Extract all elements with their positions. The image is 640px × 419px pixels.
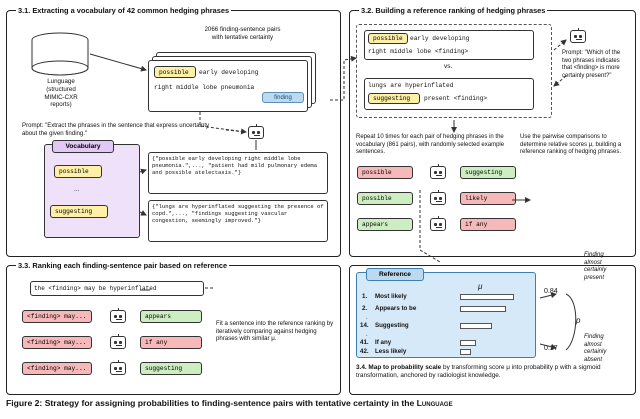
pair-3-right	[460, 218, 516, 231]
p-symbol: p	[576, 316, 581, 325]
llm-robot-icon-4	[430, 192, 446, 205]
figure-caption	[6, 398, 634, 408]
right-item-1-label: appears	[145, 313, 171, 320]
llm-robot-icon-6	[110, 310, 126, 323]
side-note-top-line-4: present	[584, 274, 605, 281]
llm-robot-icon-8	[110, 362, 126, 375]
ref-row-3-bar	[460, 323, 492, 329]
side-note-bottom-line-3: certainly	[584, 349, 607, 355]
vocab-ellipsis: ...	[74, 186, 80, 193]
sentence-line-1-rest: early developing	[199, 69, 259, 76]
left-item-3	[22, 362, 92, 375]
pair-2-right	[460, 192, 516, 205]
phrase-b-line-2-rest: present <finding>	[424, 95, 488, 102]
panel-3-1-prompt: Prompt: "Extract the phrases in the sentence that express uncertainty about the given finding."	[22, 122, 210, 137]
vocab-item-suggesting	[50, 205, 108, 218]
stack-caption	[160, 26, 325, 42]
side-note-top-line-2: almost	[584, 259, 602, 266]
phrase-a-chip-possible	[368, 33, 408, 44]
phrase-b-chip-suggesting	[368, 93, 420, 104]
vocab-item-possible	[54, 165, 102, 178]
example-set-1-text: {"possible early developing right middle lobe pneumonia.",..., "patient had mild pulmonary edema and possible atelectasis."}	[152, 155, 318, 176]
phrase-a-chip-label: possible	[373, 35, 403, 42]
side-note-top	[584, 252, 636, 282]
ref-row-5-label: Less likely	[375, 348, 407, 355]
database-label	[24, 78, 98, 109]
vocabulary-title-label: Vocabulary	[65, 143, 101, 150]
stack-caption-line-2: with tentative certainty	[211, 33, 274, 41]
ref-row-1-rank: 1.	[362, 293, 368, 300]
hedge-chip-possible-label: possible	[159, 68, 189, 76]
sentence-line-2: right middle lobe pneumonia	[154, 84, 255, 91]
vocabulary-title-chip	[52, 140, 114, 153]
ref-row-3-rank: 14.	[360, 322, 369, 329]
finding-tag-label: finding	[274, 94, 292, 101]
left-item-1	[22, 310, 92, 323]
phrase-b-line-1: lungs are hyperinflated	[368, 82, 454, 89]
stack-caption-line-1: 2066 finding-sentence pairs	[204, 26, 281, 33]
panel-3-4-title: 3.4. Map to probability scale	[356, 364, 442, 371]
left-item-1-label: <finding> may...	[27, 313, 87, 320]
vocab-item-suggesting-label: suggesting	[55, 208, 93, 215]
example-set-2-text: {"lungs are hyperinflated suggesting the presence of copd.",..., "findings suggesting vascular congestion, seemingly improved."}	[152, 203, 324, 224]
phrase-a-line-1-rest: early developing	[410, 35, 470, 42]
db-line-3: MIMIC-CXR	[44, 93, 78, 101]
pair-3-right-label: if any	[465, 221, 488, 228]
pair-2-left-label: possible	[362, 195, 392, 202]
side-note-top-line-1: Finding	[584, 252, 604, 258]
pair-2-right-label: likely	[465, 195, 488, 202]
llm-robot-icon-1	[248, 126, 264, 139]
pair-1-right	[460, 166, 516, 179]
figure-caption-text: Strategy for assigning probabilities to finding-sentence pairs with tentative certainty in the	[44, 398, 417, 408]
prob-value-bottom: 0.17	[544, 345, 558, 352]
panel-3-2-title: 3.2. Building a reference ranking of hedging phrases	[361, 6, 546, 15]
figure-caption-prefix: Figure 2:	[6, 398, 43, 408]
ref-row-2-bar	[460, 306, 506, 312]
llm-robot-icon-3	[430, 166, 446, 179]
side-note-bottom-line-1: Finding	[584, 334, 604, 340]
ref-row-3-label: Suggesting	[375, 322, 409, 329]
panel-3-3-title: 3.3. Ranking each finding-sentence pair based on reference	[18, 261, 228, 270]
pair-1-right-label: suggesting	[465, 169, 503, 176]
reference-header-chip	[366, 268, 424, 281]
panel-3-4-note-rest: by transforming score μ into probability p with a sigmoid transformation, anchored by radiologist knowledge.	[356, 364, 601, 379]
ref-ellipsis-1: .	[366, 314, 368, 321]
db-line-1: Lunguage	[47, 78, 75, 85]
panel-3-3-note: Fit a sentence into the reference ranking by iteratively comparing against hedging phrases with similar μ.	[216, 320, 334, 343]
query-sentence-text: the <finding> may be hyperinflated	[34, 285, 157, 292]
left-item-3-label: <finding> may...	[27, 365, 87, 372]
right-item-2	[140, 336, 202, 349]
llm-robot-icon-2	[570, 30, 586, 43]
panel-3-4-note	[356, 364, 628, 380]
left-item-2	[22, 336, 92, 349]
right-item-3-label: suggesting	[145, 365, 183, 372]
hedge-chip-possible	[154, 66, 196, 78]
pair-1-left-label: possible	[362, 169, 392, 176]
side-note-bottom	[584, 334, 636, 364]
ref-row-2-rank: 2.	[362, 305, 368, 312]
db-line-4: reports)	[50, 101, 72, 109]
ref-row-5-rank: 42.	[360, 348, 369, 355]
llm-robot-icon-5	[430, 218, 446, 231]
prob-value-top: 0.84	[544, 288, 558, 295]
ref-row-4-label: If any	[375, 339, 392, 346]
figure-caption-smallcaps: Lunguage	[416, 398, 453, 408]
phrase-a-line-2: right middle lobe <finding>	[368, 48, 469, 55]
pair-3-left	[357, 218, 413, 231]
reference-header-label: Reference	[379, 271, 411, 278]
vocab-item-possible-label: possible	[59, 168, 89, 175]
pair-1-left	[357, 166, 413, 179]
panel-3-2-prompt: Prompt: "Which of the two phrases indicates that <finding> is more certainly present?"	[562, 50, 621, 79]
ref-row-2-label: Appears to be	[375, 305, 417, 312]
ref-ellipsis-2: .	[366, 331, 368, 338]
right-item-1	[140, 310, 202, 323]
compare-note: Use the pairwise comparisons to determine relative scores μ, building a reference ranking of hedging phrases.	[520, 134, 622, 155]
repeat-note: Repeat 10 times for each pair of hedging phrases in the vocabulary (861 pairs), with randomly selected example sentences.	[356, 134, 505, 155]
ref-row-1-bar	[460, 294, 514, 300]
vocabulary-box	[44, 144, 140, 238]
ref-row-1-label: Most likely	[375, 293, 407, 300]
mu-symbol: μ	[478, 282, 483, 291]
pair-2-left	[357, 192, 413, 205]
side-note-top-line-3: certainly	[584, 267, 607, 273]
right-item-3	[140, 362, 202, 375]
ref-row-4-bar	[460, 340, 476, 346]
ref-row-4-rank: 41.	[360, 339, 369, 346]
panel-3-1-title: 3.1. Extracting a vocabulary of 42 common hedging phrases	[18, 6, 230, 15]
side-note-bottom-line-4: absent	[584, 356, 603, 363]
vs-label: vs.	[444, 63, 453, 70]
pair-3-left-label: appears	[362, 221, 388, 228]
phrase-b-chip-label: suggesting	[373, 95, 411, 102]
llm-robot-icon-7	[110, 336, 126, 349]
side-note-bottom-line-2: almost	[584, 341, 602, 348]
finding-tag	[262, 92, 304, 103]
ref-row-5-bar	[460, 349, 471, 355]
right-item-2-label: if any	[145, 339, 168, 346]
db-line-2: (structured	[46, 85, 76, 93]
left-item-2-label: <finding> may...	[27, 339, 87, 346]
